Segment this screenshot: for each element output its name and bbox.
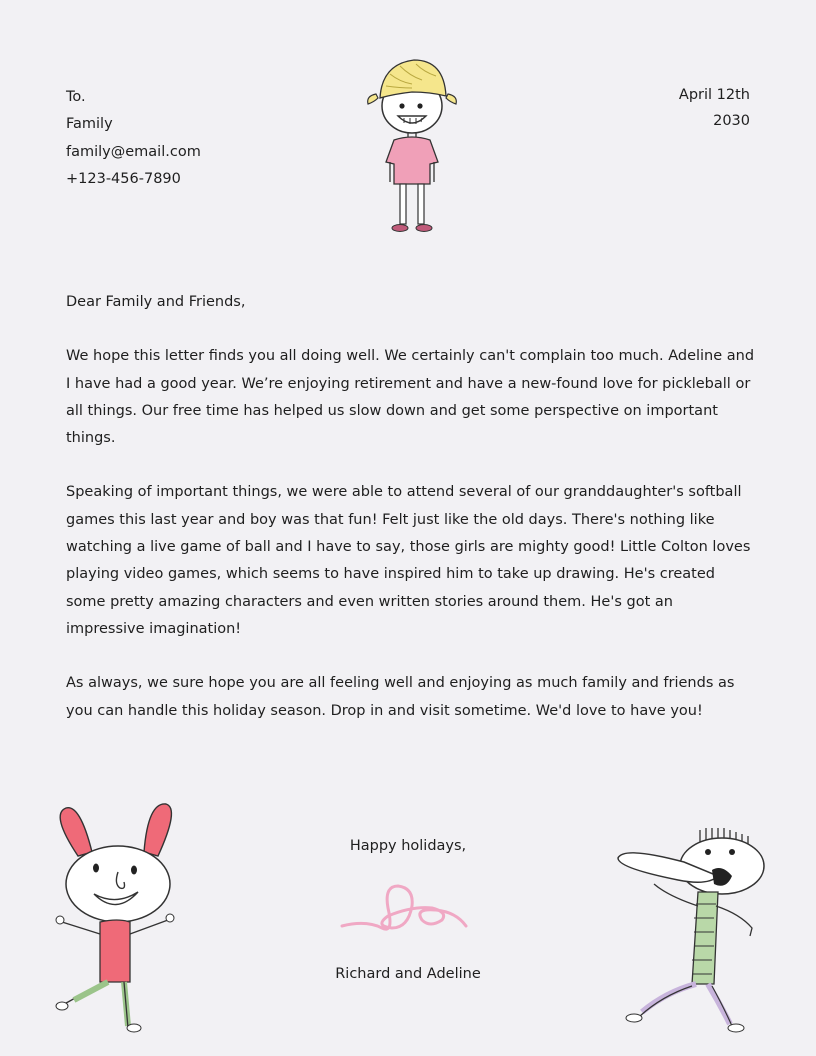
date-day: April 12th <box>678 87 750 103</box>
duck-character-illustration <box>612 822 772 1038</box>
signer-names: Richard and Adeline <box>335 966 481 982</box>
letter-greeting: Dear Family and Friends, <box>66 294 246 310</box>
bunny-character-illustration <box>48 798 182 1036</box>
letter-paragraph: Speaking of important things, we were able to attend several of our granddaughter's softball games this last year and boy was that fun! Felt just like the old days. There's nothing like watching a live game of ball and I have to say, those girls are mighty good! Little Colton loves playing video games, which seems to have inspired him to take up drawing. He's created some pretty amazing characters and even written stories around them. He's got an impressive imagination! <box>66 484 751 637</box>
closing-phrase: Happy holidays, <box>349 838 467 854</box>
letter-paragraph: We hope this letter finds you all doing well. We certainly can't complain too much. Adeline and I have had a good year. We’re enjoying retirement and have a new-found love for pickleball or all things. Our free time has helped us slow down and get some perspective on important things. <box>66 348 755 447</box>
recipient-block <box>66 84 201 193</box>
recipient-email: family@email.com <box>66 143 201 160</box>
letter-paragraph: As always, we sure hope you are all feeling well and enjoying as much family and friends as you can handle this holiday season. Drop in and visit sometime. We'd love to have you! <box>66 675 735 719</box>
signature-scribble <box>338 872 478 948</box>
girl-character-illustration <box>360 54 464 238</box>
recipient-to-label: To. <box>66 89 86 105</box>
recipient-phone: +123-456-7890 <box>66 170 181 187</box>
date-block <box>679 82 750 134</box>
letter-body <box>66 289 756 752</box>
date-year: 2030 <box>713 113 750 129</box>
recipient-name: Family <box>66 116 113 133</box>
